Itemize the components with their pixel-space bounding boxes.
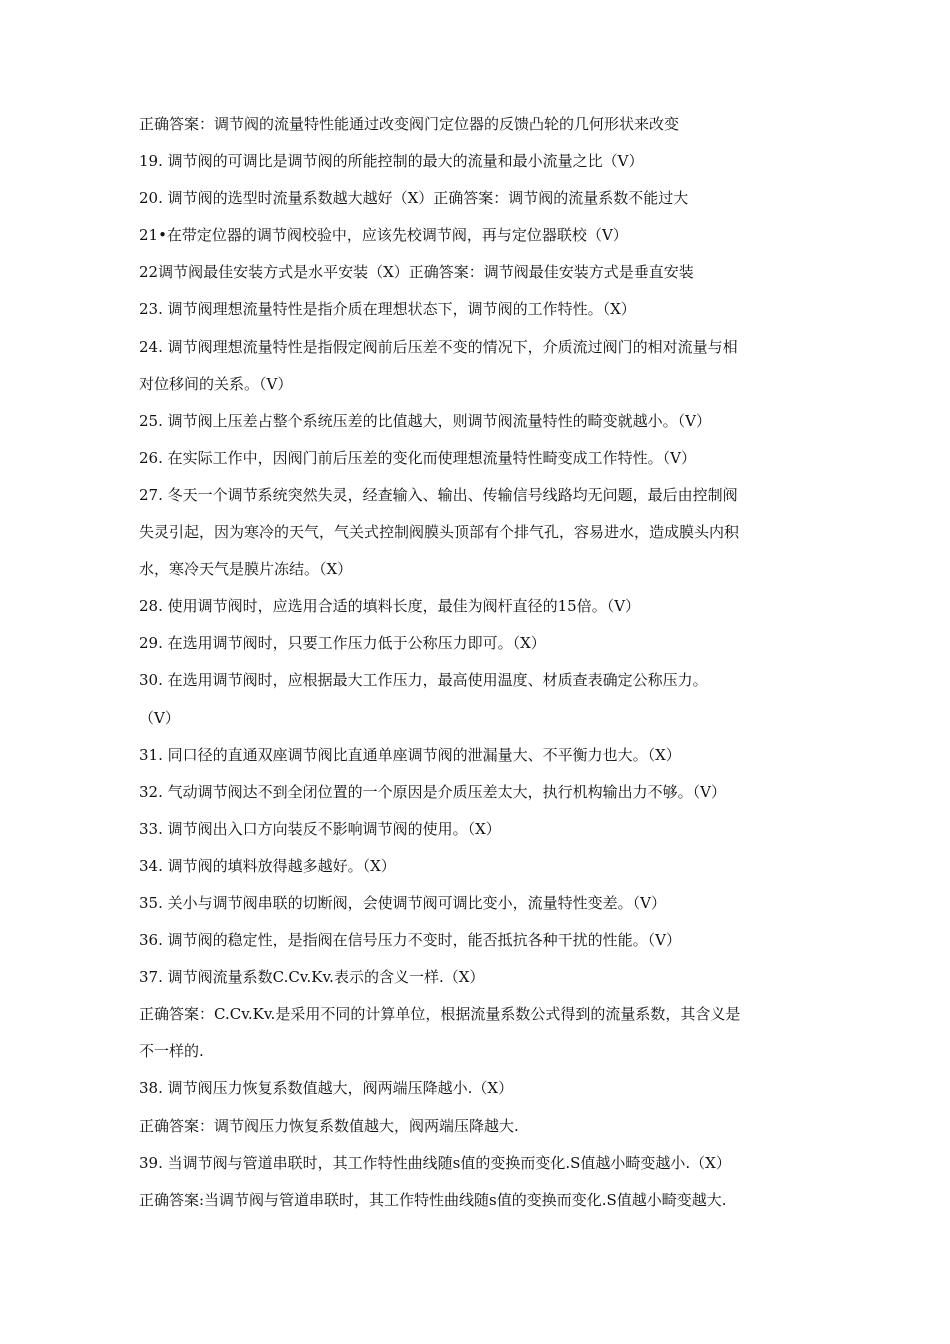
text-line: 29. 在选用调节阀时，只要工作压力低于公称压力即可。（X） bbox=[139, 634, 546, 653]
text-line: （V） bbox=[139, 708, 180, 727]
text-line: 22调节阀最佳安装方式是水平安装（X）正确答案：调节阀最佳安装方式是垂直安装 bbox=[139, 263, 694, 282]
text-line: 28. 使用调节阀时，应选用合适的填料长度，最佳为阀杆直径的15倍。（V） bbox=[139, 597, 641, 616]
text-line: 正确答案：调节阀压力恢复系数值越大，阀两端压降越大. bbox=[139, 1116, 519, 1135]
text-line: 不一样的. bbox=[139, 1042, 204, 1061]
text-line: 38. 调节阀压力恢复系数值越大，阀两端压降越小.（X） bbox=[139, 1079, 514, 1098]
text-line: 33. 调节阀出入口方向装反不影响调节阀的使用。（X） bbox=[139, 819, 501, 838]
text-line: 23. 调节阀理想流量特性是指介质在理想状态下，调节阀的工作特性。（X） bbox=[139, 300, 636, 319]
text-line: 34. 调节阀的填料放得越多越好。（X） bbox=[139, 856, 396, 875]
text-line: 39. 当调节阀与管道串联时，其工作特性曲线随s值的变换而变化.S值越小畸变越小.（X） bbox=[139, 1153, 731, 1172]
text-line: 30. 在选用调节阀时，应根据最大工作压力，最高使用温度、材质查表确定公称压力。 bbox=[139, 671, 708, 690]
text-line: 正确答案:当调节阀与管道串联时，其工作特性曲线随s值的变换而变化.S值越小畸变越大. bbox=[139, 1190, 727, 1209]
text-line: 27. 冬天一个调节系统突然失灵，经查输入、输出、传输信号线路均无问题，最后由控制阀 bbox=[139, 485, 738, 504]
text-line: 水，寒冷天气是膜片冻结。（X） bbox=[139, 560, 353, 579]
document-body bbox=[139, 110, 829, 1223]
text-line: 36. 调节阀的稳定性，是指阀在信号压力不变时，能否抵抗各种干扰的性能。（V） bbox=[139, 931, 681, 950]
text-line: 失灵引起，因为寒冷的天气，气关式控制阀膜头顶部有个排气孔，容易进水，造成膜头内积 bbox=[139, 523, 740, 542]
text-line: 19. 调节阀的可调比是调节阀的所能控制的最大的流量和最小流量之比（V） bbox=[139, 152, 644, 171]
text-line: 26. 在实际工作中，因阀门前后压差的变化而使理想流量特性畸变成工作特性。（V） bbox=[139, 448, 696, 467]
text-line: 20. 调节阀的选型时流量系数越大越好（X）正确答案：调节阀的流量系数不能过大 bbox=[139, 189, 689, 208]
text-line: 25. 调节阀上压差占整个系统压差的比值越大，则调节阀流量特性的畸变就越小。（V） bbox=[139, 411, 711, 430]
text-line: 37. 调节阀流量系数C.Cv.Kv.表示的含义一样.（X） bbox=[139, 968, 485, 987]
text-line: 24. 调节阀理想流量特性是指假定阀前后压差不变的情况下，介质流过阀门的相对流量与相 bbox=[139, 337, 738, 356]
text-line: 正确答案：C.Cv.Kv.是采用不同的计算单位，根据流量系数公式得到的流量系数，其含义是 bbox=[139, 1005, 741, 1024]
text-line: 32. 气动调节阀达不到全闭位置的一个原因是介质压差太大，执行机构输出力不够。（V） bbox=[139, 782, 726, 801]
text-line: 21•在带定位器的调节阀校验中，应该先校调节阀，再与定位器联校（V） bbox=[139, 226, 628, 245]
text-line: 对位移间的关系。（V） bbox=[139, 374, 293, 393]
text-line: 35. 关小与调节阀串联的切断阀，会使调节阀可调比变小，流量特性变差。（V） bbox=[139, 893, 666, 912]
text-line: 正确答案：调节阀的流量特性能通过改变阀门定位器的反馈凸轮的几何形状来改变 bbox=[139, 115, 680, 133]
text-line: 31. 同口径的直通双座调节阀比直通单座调节阀的泄漏量大、不平衡力也大。（X） bbox=[139, 745, 681, 764]
